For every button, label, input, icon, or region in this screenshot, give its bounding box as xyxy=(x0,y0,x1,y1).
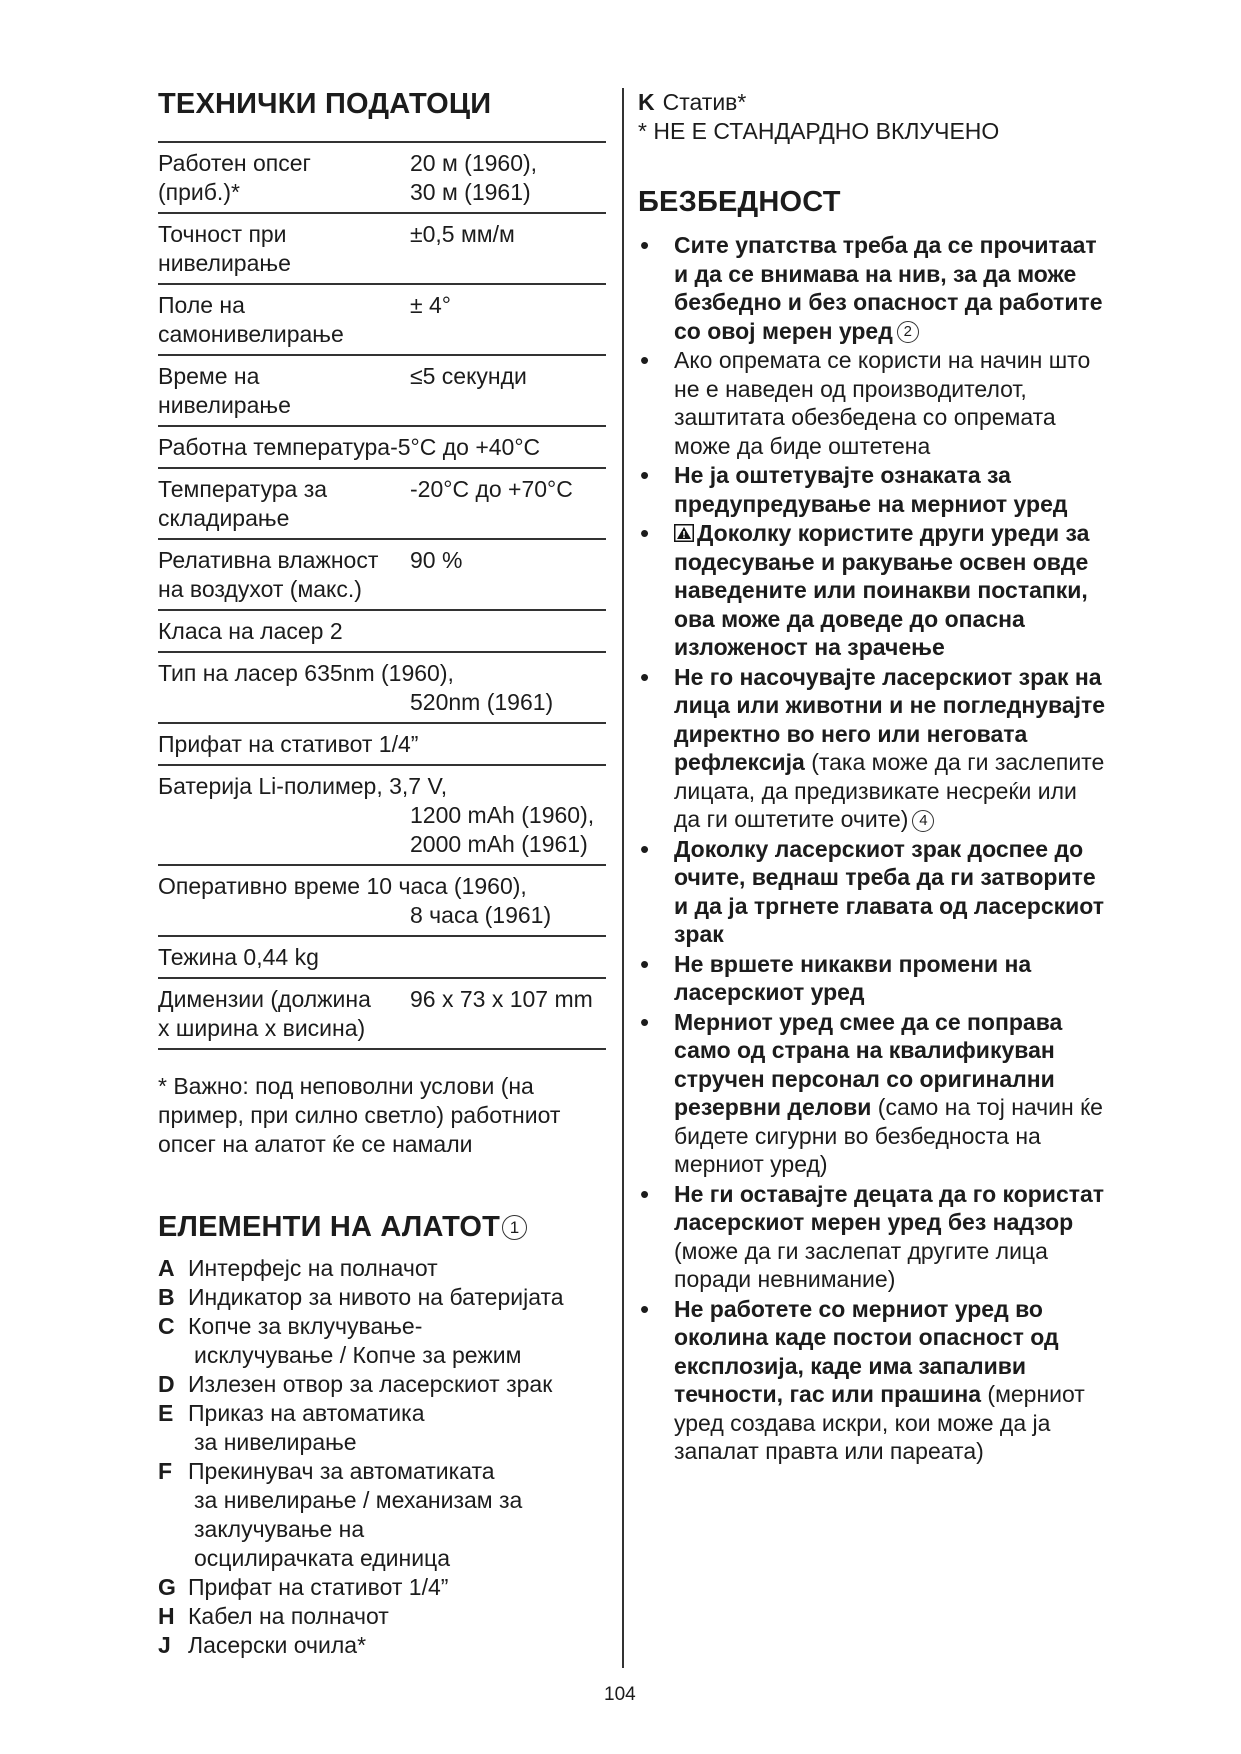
safety-title: БЕЗБЕДНОСТ xyxy=(638,186,841,218)
tool-item-a: A Интерфејс на полначот xyxy=(158,1255,438,1281)
tool-item-f: F Прекинувач за автоматиката за нивелирање / механизам за заклучување на осцилирачката единица xyxy=(158,1458,523,1571)
spec-value: -5°C до +40°C xyxy=(390,434,541,460)
spec-value: -20°C до +70°C xyxy=(410,476,573,502)
tool-elements-list xyxy=(158,1254,606,1660)
safety-item: • Мерниот уред смее да се поправа само од страна на квалификуван стручен персонал со оригинални резервни делови (само на тој начин ќе бидете сигурни во безбедноста на мерниот уред) xyxy=(638,1008,1108,1179)
spec-label: Точност при xyxy=(158,221,287,247)
spec-row-humidity xyxy=(158,540,606,611)
tool-elements-title-text: ЕЛЕМЕНТИ НА АЛАТОТ xyxy=(158,1211,501,1243)
tool-item-d: D Излезен отвор за ласерскиот зрак xyxy=(158,1371,553,1397)
safety-item: • Доколку користите други уреди за подесување и ракување освен овде наведените или поинакви постапки, ова може да доведе до опасна изложеност на зрачење xyxy=(638,519,1108,662)
spec-label: (приб.)* xyxy=(158,179,240,205)
spec-row-operating-temp xyxy=(158,427,606,469)
spec-value: 20 м (1960), xyxy=(410,150,538,176)
spec-label: Време на xyxy=(158,363,260,389)
column-divider xyxy=(622,88,624,1668)
spec-label: нивелирање xyxy=(158,250,291,276)
spec-value: 520nm (1961) xyxy=(410,689,554,715)
not-standard-note: * НЕ Е СТАНДАРДНО ВКЛУЧЕНО xyxy=(638,118,1000,144)
spec-label: Поле на xyxy=(158,292,245,318)
spec-row-weight xyxy=(158,937,606,979)
spec-value: 1200 mAh (1960), xyxy=(410,802,595,828)
tech-data-title: ТЕХНИЧКИ ПОДАТОЦИ xyxy=(158,88,492,120)
right-column xyxy=(638,88,1108,1467)
spec-label: Димензии (должина xyxy=(158,986,371,1012)
left-column xyxy=(158,88,606,1660)
safety-item: • Не го насочувајте ласерскиот зрак на лица или животни и не погледнувајте директно во него или неговата рефлексија (така може да ги заслепите лицата, да предизвикате несреќи или да ги оштетите очите) 4 xyxy=(638,663,1108,834)
spec-label: Релативна влажност xyxy=(158,547,379,573)
spec-value: ±0,5 мм/м xyxy=(410,221,515,247)
spec-line: Тежина 0,44 kg xyxy=(158,944,319,970)
safety-item: • Доколку ласерскиот зрак доспее до очите, веднаш треба да ги затворите и да ја тргнете главата од ласерскиот зрак xyxy=(638,835,1108,949)
spec-row-laser-class xyxy=(158,611,606,653)
spec-line: Тип на ласер 635nm (1960), xyxy=(158,660,454,686)
safety-item: • Не ја оштетувајте ознаката за предупредување на мерниот уред xyxy=(638,461,1108,518)
spec-label: x ширина x висина) xyxy=(158,1015,366,1041)
spec-row-accuracy xyxy=(158,214,606,285)
range-note: * Важно: под неповолни услови (на пример, при силно светло) работниот опсег на алатот ќе се намали xyxy=(158,1073,561,1157)
safety-list xyxy=(638,231,1108,1466)
spec-row-tripod-mount xyxy=(158,724,606,766)
spec-row-range xyxy=(158,143,606,214)
spec-value: ≤5 секунди xyxy=(410,363,527,389)
spec-line: Батерија Li-полимер, 3,7 V, xyxy=(158,773,448,799)
spec-row-storage-temp xyxy=(158,469,606,540)
tool-elements-title xyxy=(158,1211,606,1244)
spec-row-battery xyxy=(158,766,606,866)
spec-row-operating-time xyxy=(158,866,606,937)
tool-item-b: B Индикатор за нивото на батеријата xyxy=(158,1284,564,1310)
spec-line: Прифат на стативот 1/4” xyxy=(158,731,419,757)
spec-value: 2000 mAh (1961) xyxy=(410,831,588,857)
spec-label: складирање xyxy=(158,505,290,531)
tool-item-c: C Копче за вклучување- исклучување / Копче за режим xyxy=(158,1313,522,1368)
page-number: 104 xyxy=(604,1684,636,1705)
figure-ref-2: 2 xyxy=(897,321,919,343)
tool-item-k: K Статив* xyxy=(638,89,747,115)
tool-item-j: J Ласерски очила* xyxy=(158,1632,367,1658)
spec-value: 90 % xyxy=(410,547,463,573)
spec-value: ± 4° xyxy=(410,292,452,318)
tool-item-h: H Кабел на полначот xyxy=(158,1603,389,1629)
spec-value: 96 x 73 x 107 mm xyxy=(410,986,593,1012)
spec-value: 30 м (1961) xyxy=(410,179,531,205)
safety-item: • Не работете со мерниот уред во околина каде постои опасност од експлозија, каде има запаливи течности, гас или прашина (мерниот уред создава искри, кои може да ја запалат правта или пареата) xyxy=(638,1295,1108,1466)
spec-line: Оперативно време 10 часа (1960), xyxy=(158,873,527,899)
safety-item: • Не вршете никакви промени на ласерскиот уред xyxy=(638,950,1108,1007)
spec-value: 8 часа (1961) xyxy=(410,902,552,928)
spec-label: Работна температура xyxy=(158,434,391,460)
safety-item: • Сите упатства треба да се прочитаат и да се внимава на нив, за да може безбедно и без опасност да работите со овој мерен уред 2 xyxy=(638,231,1108,345)
spec-row-dimensions xyxy=(158,979,606,1050)
spec-label: самонивелирање xyxy=(158,321,344,347)
figure-ref-1: 1 xyxy=(502,1215,527,1240)
spec-label: Температура за xyxy=(158,476,328,502)
tool-item-g: G Прифат на стативот 1/4” xyxy=(158,1574,449,1600)
spec-table xyxy=(158,141,606,1050)
spec-row-self-leveling xyxy=(158,285,606,356)
spec-label: нивелирање xyxy=(158,392,291,418)
warning-icon xyxy=(674,524,694,542)
spec-row-laser-type xyxy=(158,653,606,724)
safety-item: • Не ги оставајте децата да го користат ласерскиот мерен уред без надзор (може да ги заслепат другите лица поради невнимание) xyxy=(638,1180,1108,1294)
spec-line: Класа на ласер 2 xyxy=(158,618,343,644)
spec-label: на воздухот (макс.) xyxy=(158,576,362,602)
spec-label: Работен опсег xyxy=(158,150,311,176)
tool-item-e: E Приказ на автоматика за нивелирање xyxy=(158,1400,425,1455)
safety-item: • Ако опремата се користи на начин што не е наведен од производителот, заштитата обезбедена со опремата може да биде оштетена xyxy=(638,346,1108,460)
spec-row-leveling-time xyxy=(158,356,606,427)
figure-ref-4: 4 xyxy=(912,810,934,832)
